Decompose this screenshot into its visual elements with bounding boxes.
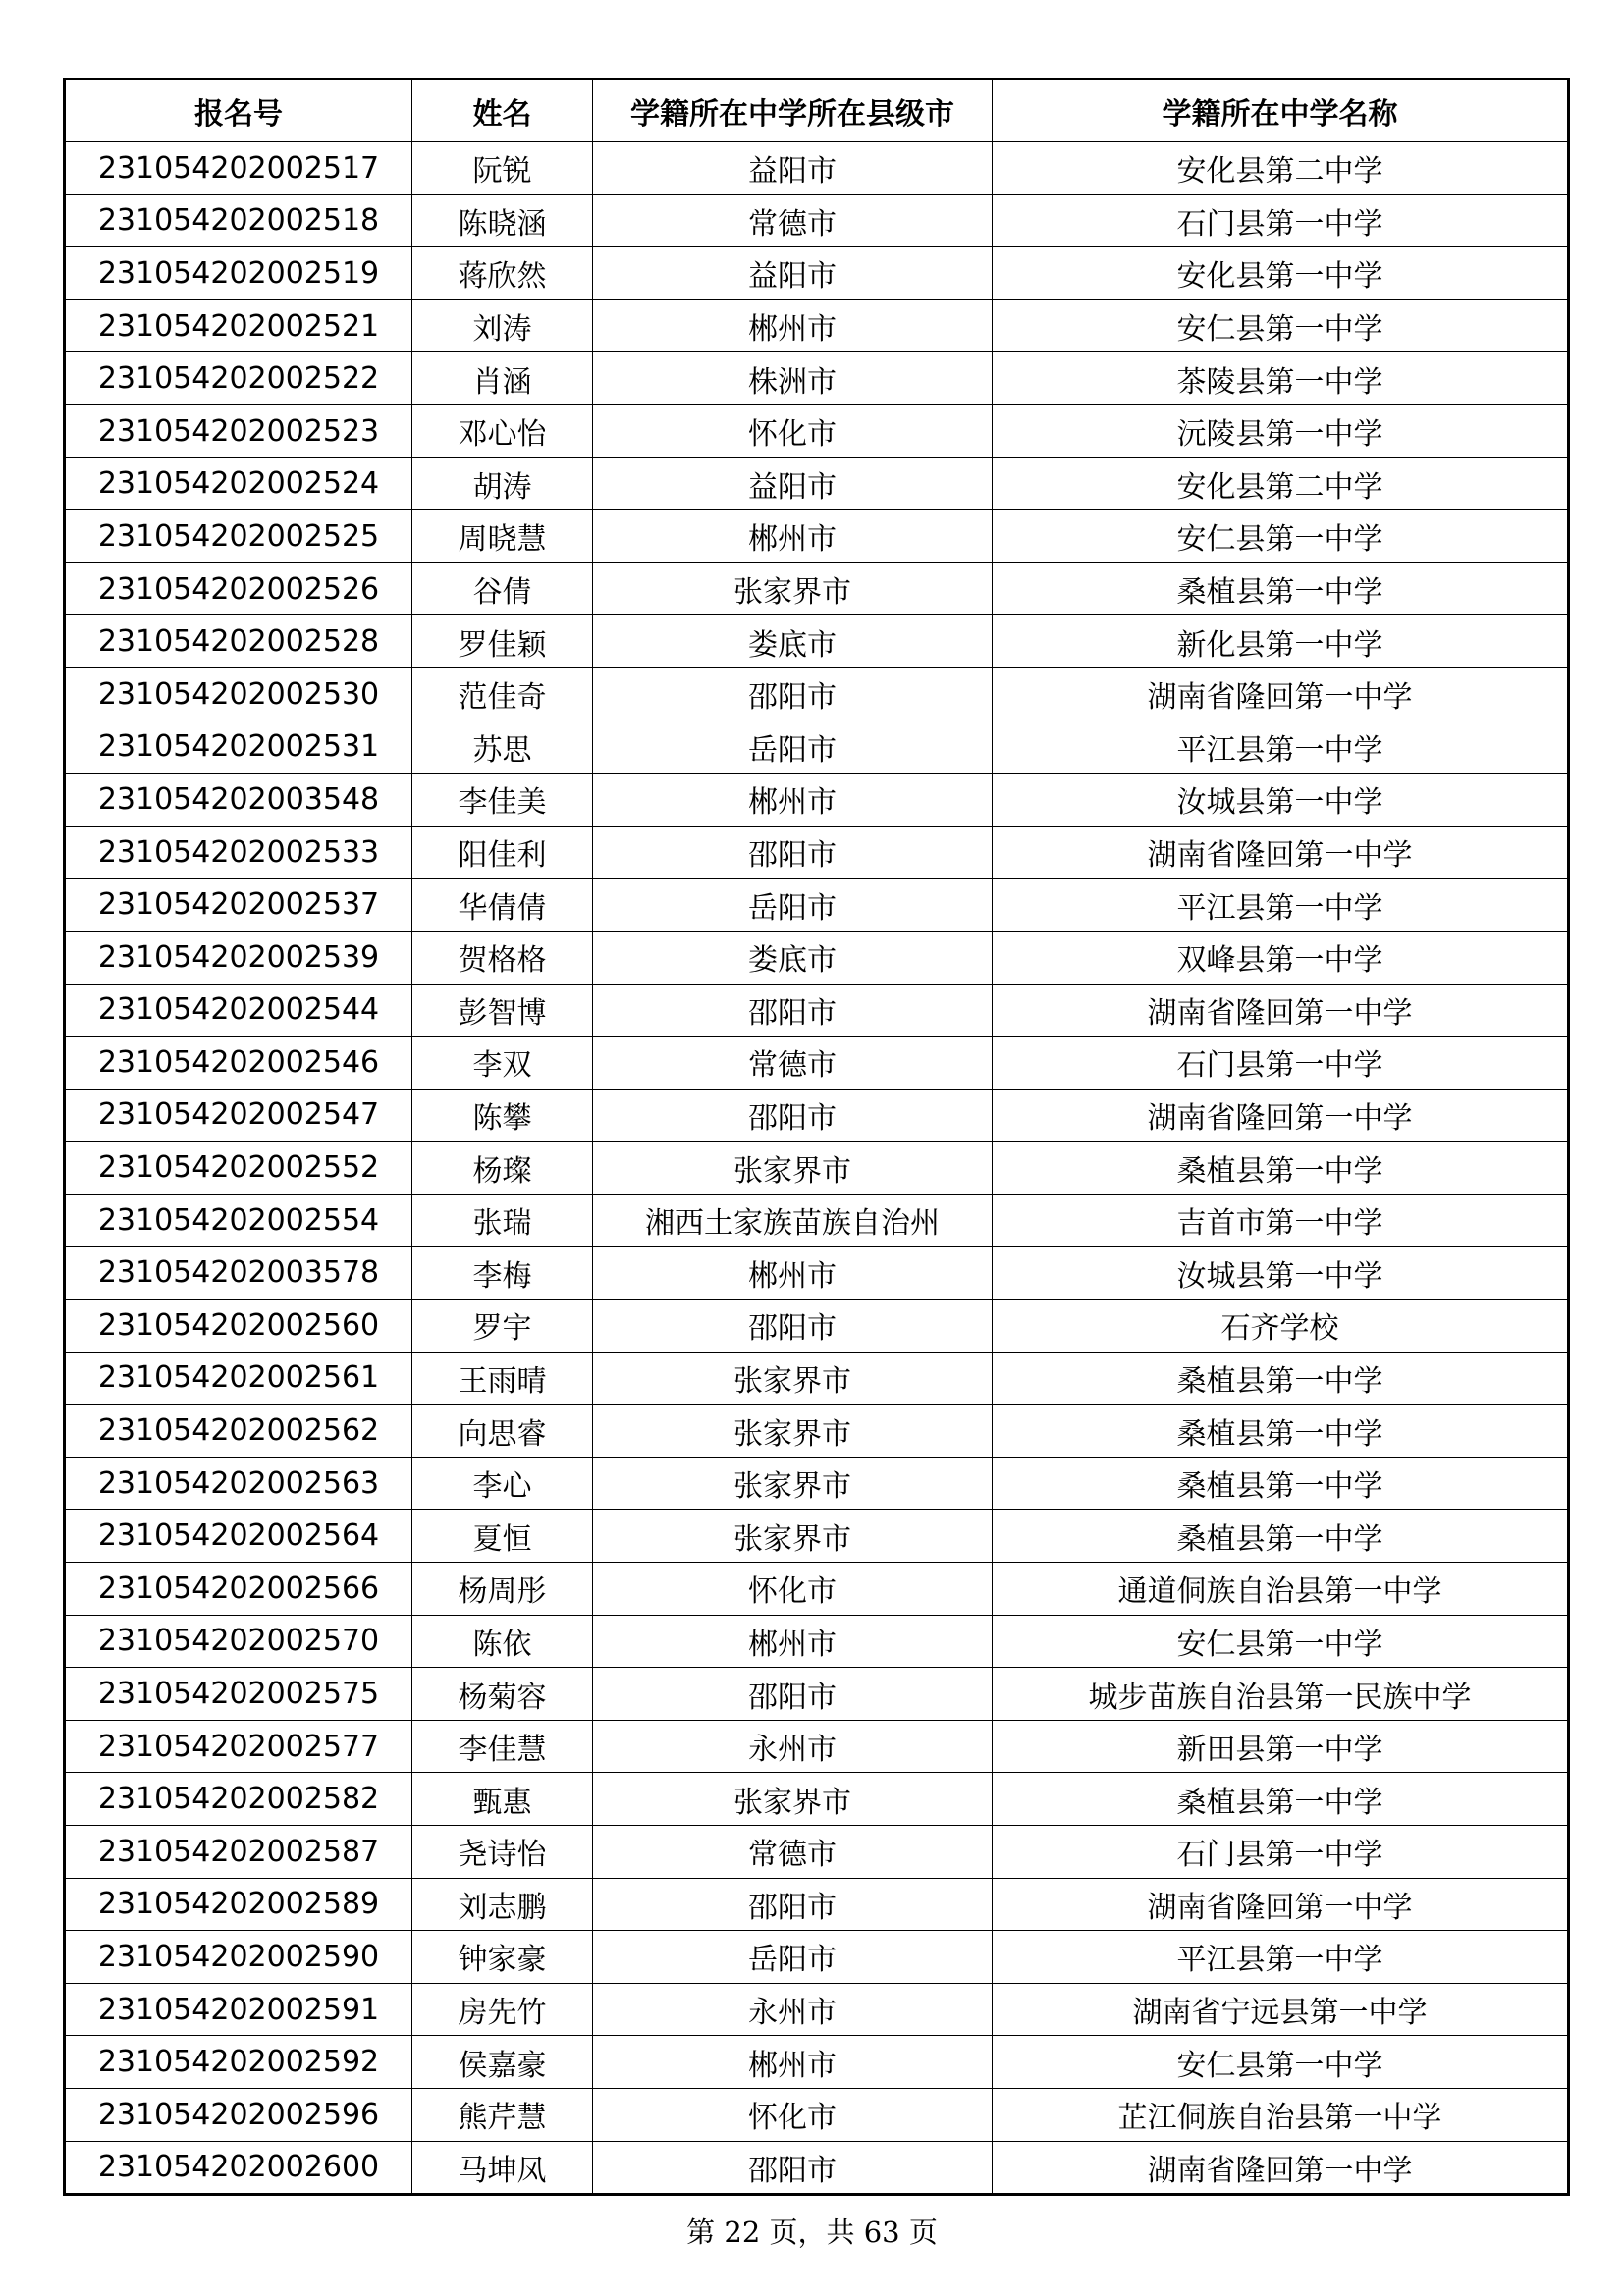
cell-registration-number: 231054202002562 <box>65 1405 412 1458</box>
cell-school-name: 安仁县第一中学 <box>993 2036 1569 2089</box>
cell-name: 侯嘉豪 <box>412 2036 593 2089</box>
cell-school-city: 张家界市 <box>593 1142 993 1195</box>
cell-school-city: 张家界市 <box>593 1352 993 1405</box>
cell-school-city: 邵阳市 <box>593 984 993 1037</box>
cell-school-name: 平江县第一中学 <box>993 1931 1569 1984</box>
table-row <box>65 1510 1569 1563</box>
cell-school-name: 湖南省宁远县第一中学 <box>993 1983 1569 2036</box>
cell-school-city: 娄底市 <box>593 615 993 668</box>
cell-registration-number: 231054202002524 <box>65 457 412 510</box>
cell-school-name: 平江县第一中学 <box>993 879 1569 932</box>
table-row <box>65 721 1569 774</box>
table-row <box>65 510 1569 563</box>
cell-registration-number: 231054202002575 <box>65 1668 412 1721</box>
cell-name: 陈依 <box>412 1615 593 1668</box>
cell-school-city: 邵阳市 <box>593 1668 993 1721</box>
cell-name: 马坤凤 <box>412 2141 593 2195</box>
cell-name: 刘涛 <box>412 299 593 352</box>
cell-school-name: 双峰县第一中学 <box>993 931 1569 984</box>
table-row <box>65 562 1569 615</box>
cell-registration-number: 231054202002566 <box>65 1563 412 1616</box>
cell-name: 苏思 <box>412 721 593 774</box>
cell-school-name: 芷江侗族自治县第一中学 <box>993 2088 1569 2141</box>
cell-name: 李梅 <box>412 1247 593 1300</box>
cell-registration-number: 231054202002522 <box>65 352 412 405</box>
cell-registration-number: 231054202002526 <box>65 562 412 615</box>
cell-name: 杨璨 <box>412 1142 593 1195</box>
cell-school-city: 邵阳市 <box>593 826 993 879</box>
cell-registration-number: 231054202002546 <box>65 1037 412 1090</box>
cell-name: 罗佳颖 <box>412 615 593 668</box>
cell-name: 张瑞 <box>412 1194 593 1247</box>
cell-registration-number: 231054202003548 <box>65 774 412 827</box>
cell-registration-number: 231054202002564 <box>65 1510 412 1563</box>
cell-school-name: 桑植县第一中学 <box>993 1510 1569 1563</box>
cell-school-city: 邵阳市 <box>593 667 993 721</box>
cell-school-city: 岳阳市 <box>593 721 993 774</box>
cell-school-name: 新田县第一中学 <box>993 1720 1569 1773</box>
cell-name: 肖涵 <box>412 352 593 405</box>
table-row <box>65 2088 1569 2141</box>
cell-name: 李佳慧 <box>412 1720 593 1773</box>
cell-school-city: 郴州市 <box>593 1615 993 1668</box>
cell-school-name: 安仁县第一中学 <box>993 510 1569 563</box>
cell-school-name: 汝城县第一中学 <box>993 774 1569 827</box>
cell-school-city: 郴州市 <box>593 2036 993 2089</box>
table-row <box>65 247 1569 300</box>
table-row <box>65 1931 1569 1984</box>
table-row <box>65 194 1569 247</box>
cell-name: 彭智博 <box>412 984 593 1037</box>
cell-registration-number: 231054202002521 <box>65 299 412 352</box>
cell-school-city: 怀化市 <box>593 404 993 457</box>
cell-name: 胡涛 <box>412 457 593 510</box>
cell-name: 阳佳利 <box>412 826 593 879</box>
table-row <box>65 1352 1569 1405</box>
cell-school-city: 张家界市 <box>593 1773 993 1826</box>
cell-school-name: 桑植县第一中学 <box>993 1142 1569 1195</box>
cell-registration-number: 231054202002525 <box>65 510 412 563</box>
cell-school-city: 郴州市 <box>593 774 993 827</box>
cell-name: 夏恒 <box>412 1510 593 1563</box>
table-row <box>65 1405 1569 1458</box>
table-row <box>65 984 1569 1037</box>
header-name: 姓名 <box>412 80 593 142</box>
cell-registration-number: 231054202002531 <box>65 721 412 774</box>
cell-school-name: 平江县第一中学 <box>993 721 1569 774</box>
cell-school-city: 岳阳市 <box>593 879 993 932</box>
roster-sheet <box>63 78 1570 2196</box>
table-row <box>65 404 1569 457</box>
table-row <box>65 615 1569 668</box>
cell-name: 尧诗怡 <box>412 1826 593 1879</box>
cell-name: 甄惠 <box>412 1773 593 1826</box>
cell-name: 李双 <box>412 1037 593 1090</box>
cell-registration-number: 231054202002590 <box>65 1931 412 1984</box>
cell-school-city: 郴州市 <box>593 510 993 563</box>
cell-school-city: 益阳市 <box>593 457 993 510</box>
cell-school-name: 安仁县第一中学 <box>993 1615 1569 1668</box>
cell-school-city: 永州市 <box>593 1983 993 2036</box>
cell-school-name: 石门县第一中学 <box>993 194 1569 247</box>
cell-school-city: 永州市 <box>593 1720 993 1773</box>
table-row <box>65 1563 1569 1616</box>
cell-registration-number: 231054202002552 <box>65 1142 412 1195</box>
cell-registration-number: 231054202003578 <box>65 1247 412 1300</box>
roster-body <box>65 142 1569 2195</box>
cell-school-city: 邵阳市 <box>593 1300 993 1353</box>
cell-name: 向思睿 <box>412 1405 593 1458</box>
table-header-row <box>65 80 1569 142</box>
cell-school-city: 岳阳市 <box>593 1931 993 1984</box>
cell-school-name: 桑植县第一中学 <box>993 562 1569 615</box>
cell-registration-number: 231054202002560 <box>65 1300 412 1353</box>
cell-registration-number: 231054202002523 <box>65 404 412 457</box>
cell-school-city: 张家界市 <box>593 1405 993 1458</box>
cell-registration-number: 231054202002533 <box>65 826 412 879</box>
roster-table <box>63 78 1570 2196</box>
cell-school-name: 湖南省隆回第一中学 <box>993 1878 1569 1931</box>
cell-school-name: 桑植县第一中学 <box>993 1405 1569 1458</box>
cell-name: 范佳奇 <box>412 667 593 721</box>
table-row <box>65 1826 1569 1879</box>
cell-school-name: 湖南省隆回第一中学 <box>993 826 1569 879</box>
table-row <box>65 1194 1569 1247</box>
table-row <box>65 1878 1569 1931</box>
header-registration-number: 报名号 <box>65 80 412 142</box>
cell-registration-number: 231054202002577 <box>65 1720 412 1773</box>
cell-school-name: 石门县第一中学 <box>993 1826 1569 1879</box>
cell-school-name: 湖南省隆回第一中学 <box>993 984 1569 1037</box>
table-row <box>65 352 1569 405</box>
cell-name: 蒋欣然 <box>412 247 593 300</box>
cell-name: 刘志鹏 <box>412 1878 593 1931</box>
cell-school-name: 湖南省隆回第一中学 <box>993 667 1569 721</box>
cell-registration-number: 231054202002591 <box>65 1983 412 2036</box>
table-row <box>65 1457 1569 1510</box>
table-row <box>65 879 1569 932</box>
cell-school-name: 通道侗族自治县第一中学 <box>993 1563 1569 1616</box>
table-row <box>65 1983 1569 2036</box>
cell-school-city: 怀化市 <box>593 2088 993 2141</box>
cell-registration-number: 231054202002537 <box>65 879 412 932</box>
table-row <box>65 826 1569 879</box>
table-row <box>65 931 1569 984</box>
cell-school-name: 安仁县第一中学 <box>993 299 1569 352</box>
table-row <box>65 457 1569 510</box>
cell-name: 杨周彤 <box>412 1563 593 1616</box>
cell-name: 钟家豪 <box>412 1931 593 1984</box>
table-row <box>65 667 1569 721</box>
cell-school-name: 桑植县第一中学 <box>993 1457 1569 1510</box>
cell-school-name: 湖南省隆回第一中学 <box>993 1089 1569 1142</box>
table-row <box>65 1300 1569 1353</box>
table-row <box>65 1142 1569 1195</box>
cell-registration-number: 231054202002587 <box>65 1826 412 1879</box>
cell-school-name: 汝城县第一中学 <box>993 1247 1569 1300</box>
cell-name: 华倩倩 <box>412 879 593 932</box>
cell-registration-number: 231054202002561 <box>65 1352 412 1405</box>
cell-name: 陈晓涵 <box>412 194 593 247</box>
cell-registration-number: 231054202002528 <box>65 615 412 668</box>
cell-school-name: 安化县第二中学 <box>993 457 1569 510</box>
cell-name: 李心 <box>412 1457 593 1510</box>
cell-school-name: 石齐学校 <box>993 1300 1569 1353</box>
table-row <box>65 774 1569 827</box>
cell-school-city: 湘西土家族苗族自治州 <box>593 1194 993 1247</box>
cell-school-name: 城步苗族自治县第一民族中学 <box>993 1668 1569 1721</box>
cell-school-city: 常德市 <box>593 194 993 247</box>
cell-registration-number: 231054202002544 <box>65 984 412 1037</box>
cell-registration-number: 231054202002570 <box>65 1615 412 1668</box>
cell-school-name: 安化县第二中学 <box>993 142 1569 195</box>
cell-school-city: 娄底市 <box>593 931 993 984</box>
cell-school-name: 湖南省隆回第一中学 <box>993 2141 1569 2195</box>
cell-school-city: 益阳市 <box>593 142 993 195</box>
cell-name: 王雨晴 <box>412 1352 593 1405</box>
cell-registration-number: 231054202002547 <box>65 1089 412 1142</box>
cell-school-city: 郴州市 <box>593 1247 993 1300</box>
cell-name: 杨菊容 <box>412 1668 593 1721</box>
cell-school-name: 安化县第一中学 <box>993 247 1569 300</box>
table-row <box>65 1247 1569 1300</box>
table-row <box>65 2141 1569 2195</box>
header-school-city: 学籍所在中学所在县级市 <box>593 80 993 142</box>
cell-school-name: 石门县第一中学 <box>993 1037 1569 1090</box>
table-row <box>65 299 1569 352</box>
cell-name: 贺格格 <box>412 931 593 984</box>
cell-school-city: 怀化市 <box>593 1563 993 1616</box>
cell-name: 熊芹慧 <box>412 2088 593 2141</box>
cell-school-city: 益阳市 <box>593 247 993 300</box>
cell-school-city: 株洲市 <box>593 352 993 405</box>
table-row <box>65 1773 1569 1826</box>
cell-name: 邓心怡 <box>412 404 593 457</box>
table-row <box>65 1037 1569 1090</box>
cell-school-city: 邵阳市 <box>593 2141 993 2195</box>
cell-registration-number: 231054202002518 <box>65 194 412 247</box>
cell-school-name: 吉首市第一中学 <box>993 1194 1569 1247</box>
cell-name: 李佳美 <box>412 774 593 827</box>
cell-registration-number: 231054202002517 <box>65 142 412 195</box>
cell-registration-number: 231054202002554 <box>65 1194 412 1247</box>
header-school-name: 学籍所在中学名称 <box>993 80 1569 142</box>
cell-school-city: 常德市 <box>593 1826 993 1879</box>
table-row <box>65 1615 1569 1668</box>
cell-registration-number: 231054202002539 <box>65 931 412 984</box>
cell-school-city: 邵阳市 <box>593 1089 993 1142</box>
cell-name: 陈攀 <box>412 1089 593 1142</box>
cell-school-city: 邵阳市 <box>593 1878 993 1931</box>
cell-name: 罗宇 <box>412 1300 593 1353</box>
cell-name: 周晓慧 <box>412 510 593 563</box>
cell-school-name: 新化县第一中学 <box>993 615 1569 668</box>
cell-school-name: 沅陵县第一中学 <box>993 404 1569 457</box>
cell-registration-number: 231054202002530 <box>65 667 412 721</box>
table-row <box>65 2036 1569 2089</box>
table-row <box>65 1668 1569 1721</box>
cell-name: 阮锐 <box>412 142 593 195</box>
cell-school-name: 桑植县第一中学 <box>993 1352 1569 1405</box>
cell-registration-number: 231054202002589 <box>65 1878 412 1931</box>
cell-registration-number: 231054202002600 <box>65 2141 412 2195</box>
table-row <box>65 1089 1569 1142</box>
table-row <box>65 142 1569 195</box>
cell-name: 谷倩 <box>412 562 593 615</box>
cell-school-city: 张家界市 <box>593 1510 993 1563</box>
cell-school-name: 桑植县第一中学 <box>993 1773 1569 1826</box>
cell-name: 房先竹 <box>412 1983 593 2036</box>
cell-school-city: 张家界市 <box>593 562 993 615</box>
cell-school-city: 常德市 <box>593 1037 993 1090</box>
cell-registration-number: 231054202002582 <box>65 1773 412 1826</box>
cell-registration-number: 231054202002563 <box>65 1457 412 1510</box>
cell-registration-number: 231054202002592 <box>65 2036 412 2089</box>
cell-registration-number: 231054202002596 <box>65 2088 412 2141</box>
page-number: 第 22 页，共 63 页 <box>686 2216 938 2249</box>
cell-school-name: 茶陵县第一中学 <box>993 352 1569 405</box>
table-row <box>65 1720 1569 1773</box>
cell-school-city: 郴州市 <box>593 299 993 352</box>
cell-registration-number: 231054202002519 <box>65 247 412 300</box>
cell-school-city: 张家界市 <box>593 1457 993 1510</box>
